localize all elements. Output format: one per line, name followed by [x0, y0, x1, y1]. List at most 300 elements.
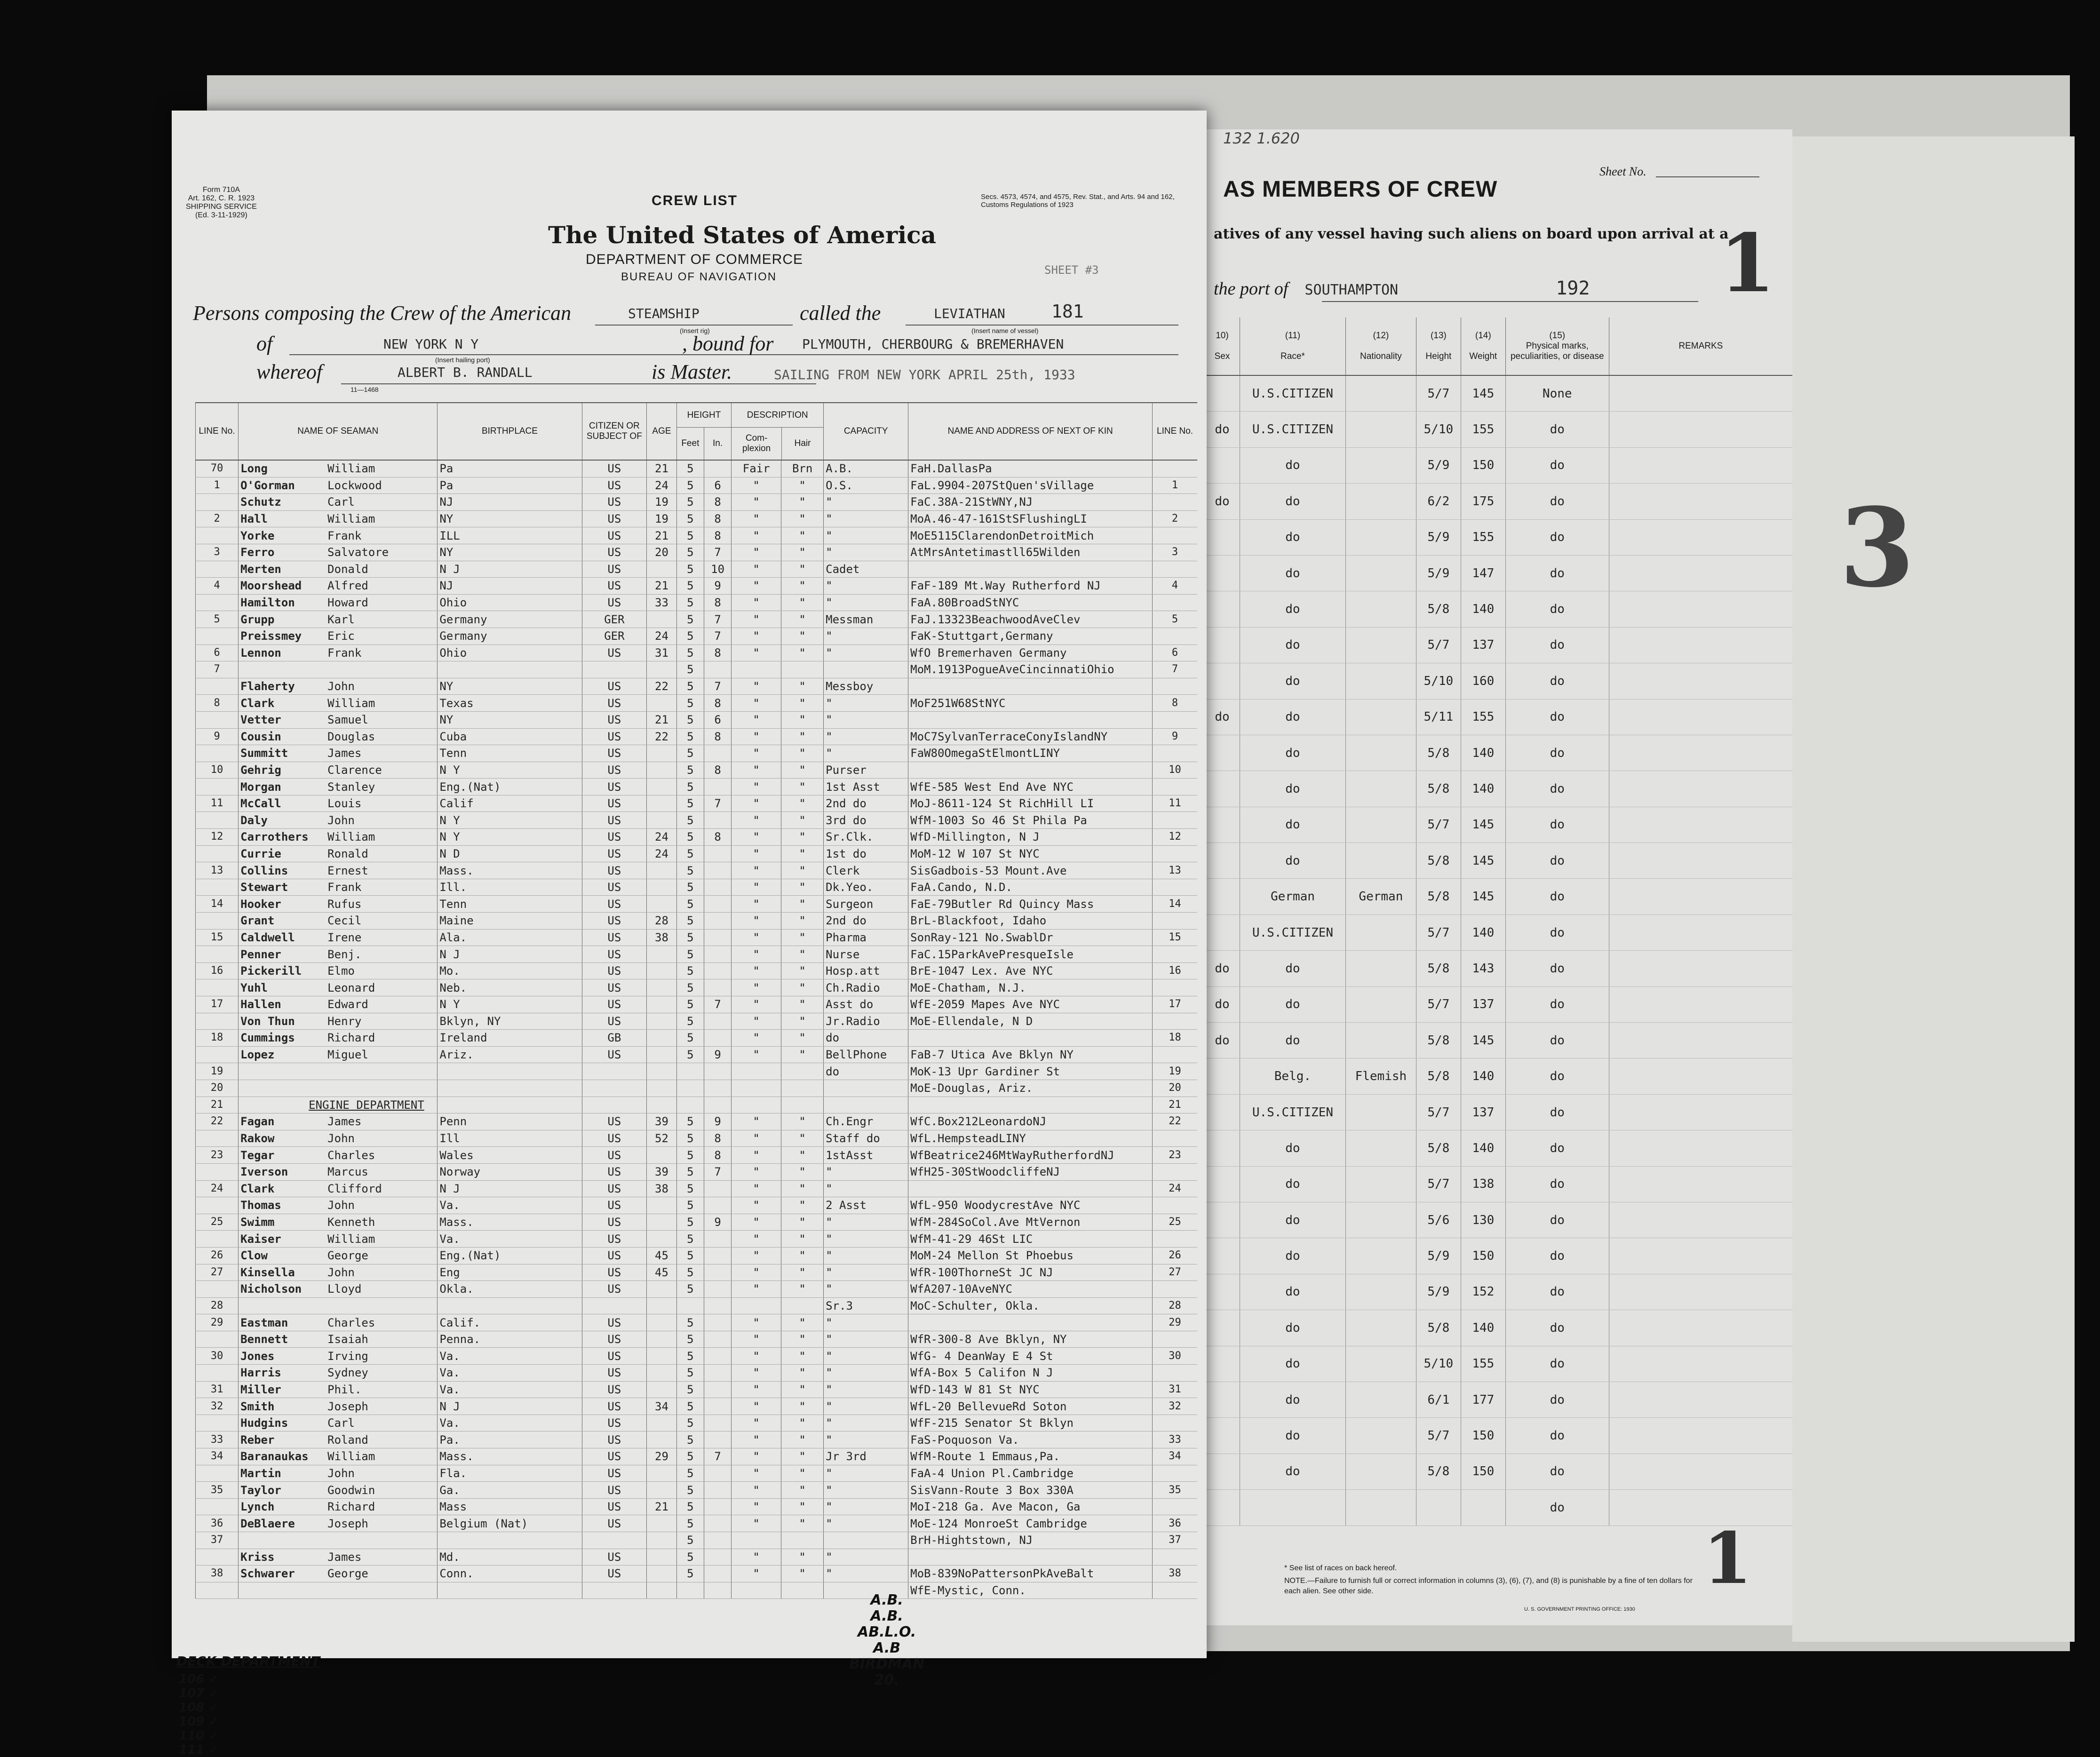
- right-page: [1204, 129, 1792, 1625]
- citizen-cell: US: [582, 544, 647, 561]
- birthplace-cell: Eng.(Nat): [438, 1247, 582, 1264]
- citizen-cell: US: [582, 644, 647, 661]
- inches-cell: [704, 862, 731, 879]
- seaman-name-cell: [239, 1063, 438, 1080]
- table-row: [196, 762, 1198, 779]
- nationality-cell: [1345, 663, 1416, 699]
- inches-cell: [704, 661, 731, 678]
- birthplace-cell: N Y: [438, 829, 582, 846]
- remarks-cell: [1609, 1490, 1792, 1526]
- nationality-cell: [1345, 1238, 1416, 1274]
- line-no2-cell: [1153, 1130, 1197, 1147]
- next-of-kin-cell: FaC.38A-21StWNY,NJ: [908, 494, 1153, 511]
- inches-cell: [704, 979, 731, 996]
- marks-cell: do: [1505, 663, 1609, 699]
- line-no2-cell: [1153, 1163, 1197, 1180]
- capacity-cell: 3rd do: [824, 812, 908, 829]
- seaman-name-cell: [239, 1080, 438, 1097]
- weight-cell: 155: [1461, 1346, 1505, 1382]
- complexion-cell: ": [732, 829, 781, 846]
- seaman-last-name: Tegar: [240, 1148, 275, 1162]
- seaman-first-name: Isaiah: [327, 1333, 368, 1346]
- seaman-name-cell: [239, 1532, 438, 1549]
- inches-cell: [704, 1566, 731, 1582]
- complexion-cell: ": [732, 1247, 781, 1264]
- seaman-last-name: Taylor: [240, 1483, 281, 1497]
- complexion-cell: [732, 1063, 781, 1080]
- birthplace-cell: [438, 1297, 582, 1314]
- capacity-cell: Clerk: [824, 862, 908, 879]
- hair-cell: ": [781, 678, 824, 695]
- weight-cell: 160: [1461, 663, 1505, 699]
- table-row: [1205, 1310, 1793, 1346]
- nationality-cell: [1345, 1023, 1416, 1058]
- line-no-cell: [196, 628, 239, 644]
- sex-cell: [1205, 807, 1240, 843]
- seaman-first-name: Edward: [327, 998, 368, 1011]
- seaman-last-name: O'Gorman: [240, 478, 295, 492]
- age-cell: [647, 611, 677, 628]
- birthplace-cell: N Y: [438, 812, 582, 829]
- hair-cell: [781, 1582, 824, 1599]
- hair-cell: [781, 1297, 824, 1314]
- seaman-first-name: Douglas: [327, 730, 375, 743]
- remarks-cell: [1609, 591, 1792, 627]
- line-no-cell: [196, 1549, 239, 1566]
- weight-cell: 140: [1461, 1130, 1505, 1166]
- height-cell: 6/1: [1416, 1382, 1461, 1417]
- line-no-cell: [196, 779, 239, 795]
- complexion-cell: ": [732, 477, 781, 494]
- feet-cell: 5: [676, 1013, 704, 1030]
- seaman-last-name: Pickerill: [240, 964, 302, 978]
- capacity-cell: Nurse: [824, 946, 908, 963]
- whereof-label: whereof: [256, 360, 323, 383]
- seaman-last-name: Clow: [240, 1249, 268, 1263]
- marks-cell: do: [1505, 447, 1609, 483]
- deck-department-note: DECK DEPARTMENT: [176, 1654, 320, 1669]
- marks-cell: do: [1505, 807, 1609, 843]
- complexion-cell: ": [732, 879, 781, 896]
- table-row: [196, 695, 1198, 712]
- seaman-last-name: Smith: [240, 1399, 275, 1413]
- line-no-cell: 5: [196, 611, 239, 628]
- birthplace-cell: Neb.: [438, 979, 582, 996]
- feet-cell: 5: [676, 913, 704, 930]
- col-height-head: (13) Height: [1416, 318, 1461, 375]
- inches-cell: [704, 1365, 731, 1382]
- race-cell: do: [1240, 986, 1345, 1022]
- table-row: [196, 527, 1198, 544]
- nationality-cell: [1345, 1166, 1416, 1202]
- hair-cell: ": [781, 1147, 824, 1164]
- sex-cell: do: [1205, 412, 1240, 447]
- age-cell: [647, 1365, 677, 1382]
- table-row: [196, 1214, 1198, 1231]
- inches-cell: [704, 1080, 731, 1097]
- seaman-name-cell: [239, 1398, 438, 1415]
- weight-cell: 150: [1461, 1418, 1505, 1454]
- inches-cell: 8: [704, 594, 731, 611]
- hair-cell: [781, 1532, 824, 1549]
- hair-cell: ": [781, 1549, 824, 1566]
- seaman-last-name: McCall: [240, 797, 281, 811]
- birthplace-cell: Pa: [438, 460, 582, 477]
- feet-cell: 5: [676, 1214, 704, 1231]
- seaman-last-name: Flaherty: [240, 680, 295, 693]
- complexion-cell: ": [732, 544, 781, 561]
- seaman-first-name: Benj.: [327, 947, 362, 961]
- next-of-kin-cell: FaA.Cando, N.D.: [908, 879, 1153, 896]
- remarks-cell: [1609, 1238, 1792, 1274]
- sex-cell: [1205, 627, 1240, 663]
- inches-cell: [704, 1197, 731, 1214]
- seaman-first-name: Howard: [327, 596, 368, 610]
- weight-cell: 177: [1461, 1382, 1505, 1417]
- seaman-last-name: Yuhl: [240, 981, 268, 994]
- rig-hint: (Insert rig): [680, 327, 710, 334]
- seaman-first-name: Eric: [327, 629, 355, 643]
- feet-cell: 5: [676, 1247, 704, 1264]
- capacity-cell: Sr.Clk.: [824, 829, 908, 846]
- inches-cell: 8: [704, 728, 731, 745]
- birthplace-cell: NJ: [438, 494, 582, 511]
- nationality-cell: [1345, 843, 1416, 879]
- seaman-last-name: Ferro: [240, 546, 275, 559]
- col-citizen-head: CITIZEN OR SUBJECT OF: [582, 403, 647, 460]
- next-of-kin-cell: FaB-7 Utica Ave Bklyn NY: [908, 1046, 1153, 1063]
- form-edition: (Ed. 3-11-1929): [195, 211, 247, 219]
- seaman-name-cell: [239, 678, 438, 695]
- line-no-cell: 1: [196, 477, 239, 494]
- line-no2-cell: [1153, 745, 1197, 762]
- crew-list-title: CREW LIST: [652, 193, 738, 208]
- inches-cell: [704, 1314, 731, 1331]
- nationality-cell: [1345, 591, 1416, 627]
- seaman-last-name: DeBlaere: [240, 1517, 295, 1530]
- line-no-cell: [196, 1046, 239, 1063]
- next-of-kin-cell: MoK-13 Upr Gardiner St: [908, 1063, 1153, 1080]
- sex-cell: [1205, 519, 1240, 555]
- inches-cell: 8: [704, 510, 731, 527]
- seaman-name-cell: [239, 1448, 438, 1465]
- seaman-first-name: Charles: [327, 1148, 375, 1162]
- next-of-kin-cell: WfR-100ThorneSt JC NJ: [908, 1264, 1153, 1281]
- seaman-first-name: James: [327, 747, 362, 760]
- line-no-cell: [196, 678, 239, 695]
- feet-cell: 5: [676, 561, 704, 578]
- table-row: [1205, 1130, 1793, 1166]
- seaman-name-cell: [239, 1498, 438, 1515]
- weight-cell: 150: [1461, 1454, 1505, 1489]
- seaman-first-name: Richard: [327, 1031, 375, 1045]
- capacity-cell: do: [824, 1063, 908, 1080]
- seaman-first-name: William: [327, 1232, 375, 1246]
- seaman-name-cell: [239, 1231, 438, 1248]
- marks-cell: do: [1505, 484, 1609, 519]
- seaman-name-cell: [239, 962, 438, 979]
- next-of-kin-cell: [908, 1097, 1153, 1113]
- complexion-cell: [732, 1582, 781, 1599]
- seaman-name-cell: [239, 1415, 438, 1431]
- next-of-kin-cell: BrH-Hightstown, NJ: [908, 1532, 1153, 1549]
- complexion-cell: ": [732, 1113, 781, 1130]
- next-of-kin-cell: FaC.15ParkAvePresqueIsle: [908, 946, 1153, 963]
- inches-cell: 9: [704, 1046, 731, 1063]
- complexion-head: Com- plexion: [742, 433, 771, 453]
- marks-cell: do: [1505, 1130, 1609, 1166]
- age-cell: [647, 1415, 677, 1431]
- feet-cell: 5: [676, 845, 704, 862]
- citizen-cell: US: [582, 678, 647, 695]
- citizen-cell: US: [582, 745, 647, 762]
- seaman-name-cell: [239, 477, 438, 494]
- line-no2-cell: [1153, 1549, 1197, 1566]
- birthplace-cell: Va.: [438, 1381, 582, 1398]
- col-kin-head: NAME AND ADDRESS OF NEXT OF KIN: [908, 403, 1153, 460]
- capacity-cell: ": [824, 1281, 908, 1298]
- feet-cell: 5: [676, 1498, 704, 1515]
- line-no2-cell: 24: [1153, 1180, 1197, 1197]
- line-no-cell: 18: [196, 1030, 239, 1047]
- citizen-cell: US: [582, 1046, 647, 1063]
- seaman-last-name: Cousin: [240, 730, 281, 743]
- next-of-kin-cell: FaS-Poquoson Va.: [908, 1431, 1153, 1448]
- line-no2-cell: 17: [1153, 996, 1197, 1013]
- line-no2-cell: [1153, 812, 1197, 829]
- seaman-first-name: Louis: [327, 797, 362, 811]
- next-of-kin-cell: MoE-124 MonroeSt Cambridge: [908, 1515, 1153, 1532]
- nationality-cell: [1345, 1454, 1416, 1489]
- table-row: [1205, 1382, 1793, 1417]
- seaman-first-name: Sydney: [327, 1366, 368, 1380]
- seaman-last-name: Cummings: [240, 1031, 295, 1045]
- seaman-name-cell: [239, 1264, 438, 1281]
- age-cell: [647, 946, 677, 963]
- citizen-cell: US: [582, 561, 647, 578]
- seaman-name-cell: [239, 845, 438, 862]
- complexion-cell: ": [732, 1348, 781, 1365]
- complexion-cell: ": [732, 1180, 781, 1197]
- inches-cell: 8: [704, 829, 731, 846]
- col-name-head: NAME OF SEAMAN: [239, 403, 438, 460]
- inches-cell: [704, 845, 731, 862]
- seaman-last-name: Moorshead: [240, 579, 302, 593]
- line-no-cell: [196, 1281, 239, 1298]
- remarks-cell: [1609, 1058, 1792, 1094]
- complexion-cell: ": [732, 745, 781, 762]
- remarks-cell: [1609, 1310, 1792, 1346]
- table-row: [1205, 555, 1793, 591]
- age-cell: 45: [647, 1247, 677, 1264]
- line-no2-cell: 22: [1153, 1113, 1197, 1130]
- capacity-cell: ": [824, 1381, 908, 1398]
- citizen-cell: US: [582, 1381, 647, 1398]
- line-no-cell: 70: [196, 460, 239, 477]
- seaman-name-cell: [239, 812, 438, 829]
- seaman-first-name: George: [327, 1567, 368, 1581]
- capacity-cell: Asst do: [824, 996, 908, 1013]
- capacity-cell: ": [824, 1515, 908, 1532]
- age-cell: [647, 1046, 677, 1063]
- feet-cell: [676, 1080, 704, 1097]
- feet-cell: 5: [676, 795, 704, 812]
- age-cell: 21: [647, 460, 677, 477]
- line-no2-cell: [1153, 460, 1197, 477]
- capacity-cell: [824, 1097, 908, 1113]
- capacity-cell: 1stAsst: [824, 1147, 908, 1164]
- inches-cell: [704, 1482, 731, 1499]
- table-row: [196, 1264, 1198, 1281]
- seaman-name-cell: [239, 1549, 438, 1566]
- seaman-first-name: Carl: [327, 495, 355, 509]
- table-row: [196, 1532, 1198, 1549]
- birthplace-cell: Ireland: [438, 1030, 582, 1047]
- nationality-cell: German: [1345, 879, 1416, 914]
- marks-cell: do: [1505, 1023, 1609, 1058]
- table-row: [196, 1415, 1198, 1431]
- birthplace-cell: [438, 661, 582, 678]
- inches-cell: [704, 1247, 731, 1264]
- capacity-cell: Cadet: [824, 561, 908, 578]
- line-no2-cell: 25: [1153, 1214, 1197, 1231]
- next-of-kin-cell: MoM-12 W 107 St NYC: [908, 845, 1153, 862]
- tally-item: 106 ✓: [179, 1672, 219, 1686]
- seaman-name-cell: [239, 795, 438, 812]
- height-cell: 5/8: [1416, 1058, 1461, 1094]
- col-description-head: [732, 403, 824, 460]
- seaman-last-name: Grant: [240, 914, 275, 928]
- birthplace-cell: Ill: [438, 1130, 582, 1147]
- capacity-cell: ": [824, 644, 908, 661]
- weight-cell: 138: [1461, 1166, 1505, 1202]
- stamp-line: AB.L.O.: [857, 1624, 916, 1640]
- seaman-last-name: Carrothers: [240, 830, 309, 844]
- sex-cell: [1205, 1382, 1240, 1417]
- line-no-cell: [196, 527, 239, 544]
- feet-cell: 5: [676, 1197, 704, 1214]
- next-of-kin-cell: MoB-839NoPattersonPkAveBalt: [908, 1566, 1153, 1582]
- marks-cell: do: [1505, 1310, 1609, 1346]
- remarks-cell: [1609, 699, 1792, 735]
- feet-cell: 5: [676, 695, 704, 712]
- department-title: DEPARTMENT OF COMMERCE: [586, 252, 803, 267]
- seaman-name-cell: [239, 594, 438, 611]
- col-line-head: LINE No.: [196, 403, 239, 460]
- birthplace-cell: N Y: [438, 762, 582, 779]
- table-row: [196, 1566, 1198, 1582]
- inches-cell: [704, 946, 731, 963]
- birthplace-cell: Mass.: [438, 1214, 582, 1231]
- marks-cell: do: [1505, 627, 1609, 663]
- weight-cell: 145: [1461, 843, 1505, 879]
- seaman-name-cell: [239, 946, 438, 963]
- nationality-cell: [1345, 951, 1416, 986]
- marks-cell: do: [1505, 771, 1609, 807]
- feet-cell: 5: [676, 661, 704, 678]
- seaman-last-name: Miller: [240, 1383, 281, 1396]
- seaman-first-name: Joseph: [327, 1399, 368, 1413]
- race-cell: do: [1240, 1166, 1345, 1202]
- age-cell: 31: [647, 644, 677, 661]
- nationality-cell: [1345, 1382, 1416, 1417]
- weight-cell: 145: [1461, 879, 1505, 914]
- remarks-cell: [1609, 1166, 1792, 1202]
- inches-cell: 8: [704, 762, 731, 779]
- next-of-kin-cell: AtMrsAntetimastll65Wilden: [908, 544, 1153, 561]
- seaman-name-cell: [239, 578, 438, 595]
- age-cell: [647, 1030, 677, 1047]
- seaman-last-name: Kriss: [240, 1550, 275, 1564]
- capacity-cell: 2 Asst: [824, 1197, 908, 1214]
- weight-cell: 137: [1461, 627, 1505, 663]
- race-cell: do: [1240, 807, 1345, 843]
- table-row: [196, 711, 1198, 728]
- age-cell: [647, 1147, 677, 1164]
- seaman-name-cell: [239, 644, 438, 661]
- birthplace-cell: Va.: [438, 1365, 582, 1382]
- nationality-cell: [1345, 412, 1416, 447]
- nationality-cell: Flemish: [1345, 1058, 1416, 1094]
- line-no-cell: 27: [196, 1264, 239, 1281]
- complexion-cell: ": [732, 996, 781, 1013]
- table-row: [196, 1549, 1198, 1566]
- age-cell: 24: [647, 829, 677, 846]
- nationality-cell: [1345, 735, 1416, 771]
- sex-cell: [1205, 1094, 1240, 1130]
- seaman-last-name: Kinsella: [240, 1265, 295, 1279]
- next-of-kin-cell: WfM-284SoCol.Ave MtVernon: [908, 1214, 1153, 1231]
- line-no2-cell: 28: [1153, 1297, 1197, 1314]
- citizen-cell: US: [582, 879, 647, 896]
- port-underline: [1322, 301, 1698, 302]
- seaman-name-cell: [239, 1030, 438, 1047]
- weight-cell: 140: [1461, 735, 1505, 771]
- seaman-last-name: Grupp: [240, 612, 275, 626]
- complexion-cell: ": [732, 1147, 781, 1164]
- marks-cell: do: [1505, 1454, 1609, 1489]
- seaman-name-cell: [239, 1013, 438, 1030]
- line-no2-cell: 20: [1153, 1080, 1197, 1097]
- col-birthplace-head: BIRTHPLACE: [438, 403, 582, 460]
- race-cell: do: [1240, 1274, 1345, 1310]
- tally-item: 110 ✓: [179, 1729, 219, 1743]
- birthplace-cell: NY: [438, 510, 582, 527]
- table-row: [1205, 375, 1793, 412]
- table-row: [1205, 1023, 1793, 1058]
- capacity-cell: Messman: [824, 611, 908, 628]
- complexion-cell: ": [732, 913, 781, 930]
- race-cell: U.S.CITIZEN: [1240, 375, 1345, 412]
- table-row: [196, 1465, 1198, 1482]
- line-no-cell: [196, 1365, 239, 1382]
- hair-cell: ": [781, 1498, 824, 1515]
- seaman-name-cell: [239, 460, 438, 477]
- capacity-cell: Staff do: [824, 1130, 908, 1147]
- weight-cell: 140: [1461, 914, 1505, 950]
- seaman-first-name: Rufus: [327, 897, 362, 911]
- col-remarks-head: REMARKS: [1609, 318, 1792, 375]
- birthplace-cell: Ohio: [438, 644, 582, 661]
- hair-cell: ": [781, 1180, 824, 1197]
- line-no2-cell: [1153, 1465, 1197, 1482]
- line-no-cell: [196, 845, 239, 862]
- weight-cell: [1461, 1490, 1505, 1526]
- vessel-underline: [906, 325, 1178, 326]
- seaman-name-cell: [239, 1046, 438, 1063]
- next-of-kin-cell: MoJ-8611-124 St RichHill LI: [908, 795, 1153, 812]
- capacity-cell: ": [824, 1398, 908, 1415]
